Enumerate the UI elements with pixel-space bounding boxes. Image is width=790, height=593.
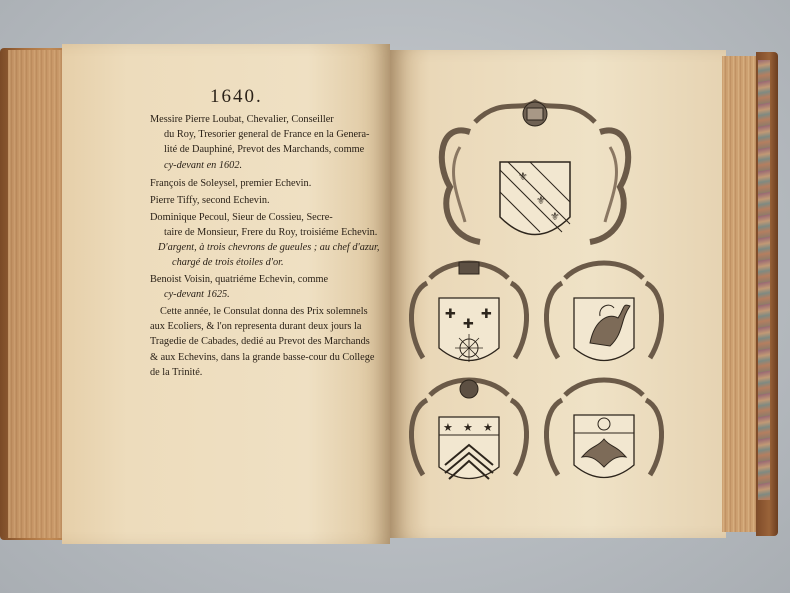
coat-of-arms-crosses-sun	[405, 258, 533, 373]
entry-voisin	[150, 272, 380, 302]
svg-text:★: ★	[463, 421, 473, 434]
entry-line: lité de Dauphiné, Prevot des Marchands, comme	[164, 144, 365, 156]
entry-line: cy-devant 1625.	[164, 289, 230, 301]
svg-text:✚: ✚	[445, 307, 456, 322]
svg-text:★: ★	[443, 421, 453, 434]
entry-line: aux Ecoliers, & l'on representa durant deux jours la	[150, 321, 362, 333]
entry-line: taire de Monsieur, Frere du Roy, troisiéme Echevin.	[164, 227, 378, 239]
entry-line: cy-devant en 1602.	[164, 159, 243, 171]
entry-line: Benoist Voisin, quatriéme Echevin, comme	[150, 274, 329, 285]
entry-loubat	[150, 112, 380, 173]
marbled-edge	[758, 60, 770, 500]
entry-line: François de Soleysel, premier Echevin.	[150, 178, 312, 189]
entry-line: Dominique Pecoul, Sieur de Cossieu, Secre-	[150, 212, 333, 223]
entry-pecoul	[150, 210, 380, 240]
entry-soleysel	[150, 176, 380, 191]
entry-line: D'argent, à trois chevrons de gueules ; au chef d'azur,	[158, 242, 380, 253]
entry-line: Tragedie de Cabades, dedié au Prevot des Marchands	[150, 336, 370, 348]
entry-line: chargé de trois étoiles d'or.	[172, 257, 284, 269]
coat-of-arms-eagle	[540, 375, 668, 490]
svg-text:⚜: ⚜	[536, 194, 546, 207]
coat-of-arms-bend-fleurs-de-lis	[430, 92, 640, 252]
entry-line: Pierre Tiffy, second Echevin.	[150, 195, 270, 206]
svg-text:⚜: ⚜	[550, 210, 560, 223]
svg-text:⚜: ⚜	[518, 170, 528, 183]
entry-line: de la Trinité.	[150, 366, 203, 378]
coat-of-arms-griffin	[540, 258, 668, 373]
entry-consulat	[150, 304, 380, 380]
page-year-heading: 1640.	[210, 86, 263, 107]
coat-of-arms-stars-chevrons	[405, 375, 533, 490]
entry-line: Messire Pierre Loubat, Chevalier, Conseiller	[150, 114, 334, 125]
entry-tiffy	[150, 193, 380, 208]
svg-text:★: ★	[483, 421, 493, 434]
entry-line: Cette année, le Consulat donna des Prix solemnels	[160, 306, 368, 317]
svg-text:✚: ✚	[463, 317, 474, 332]
page-edges-right	[722, 56, 758, 532]
entry-blazon	[158, 240, 383, 270]
entry-line: du Roy, Tresorier general de France en la Genera-	[164, 129, 370, 141]
entry-line: & aux Echevins, dans la grande basse-cour du College	[150, 351, 375, 363]
page-edges-left	[8, 50, 70, 538]
svg-text:✚: ✚	[481, 307, 492, 322]
